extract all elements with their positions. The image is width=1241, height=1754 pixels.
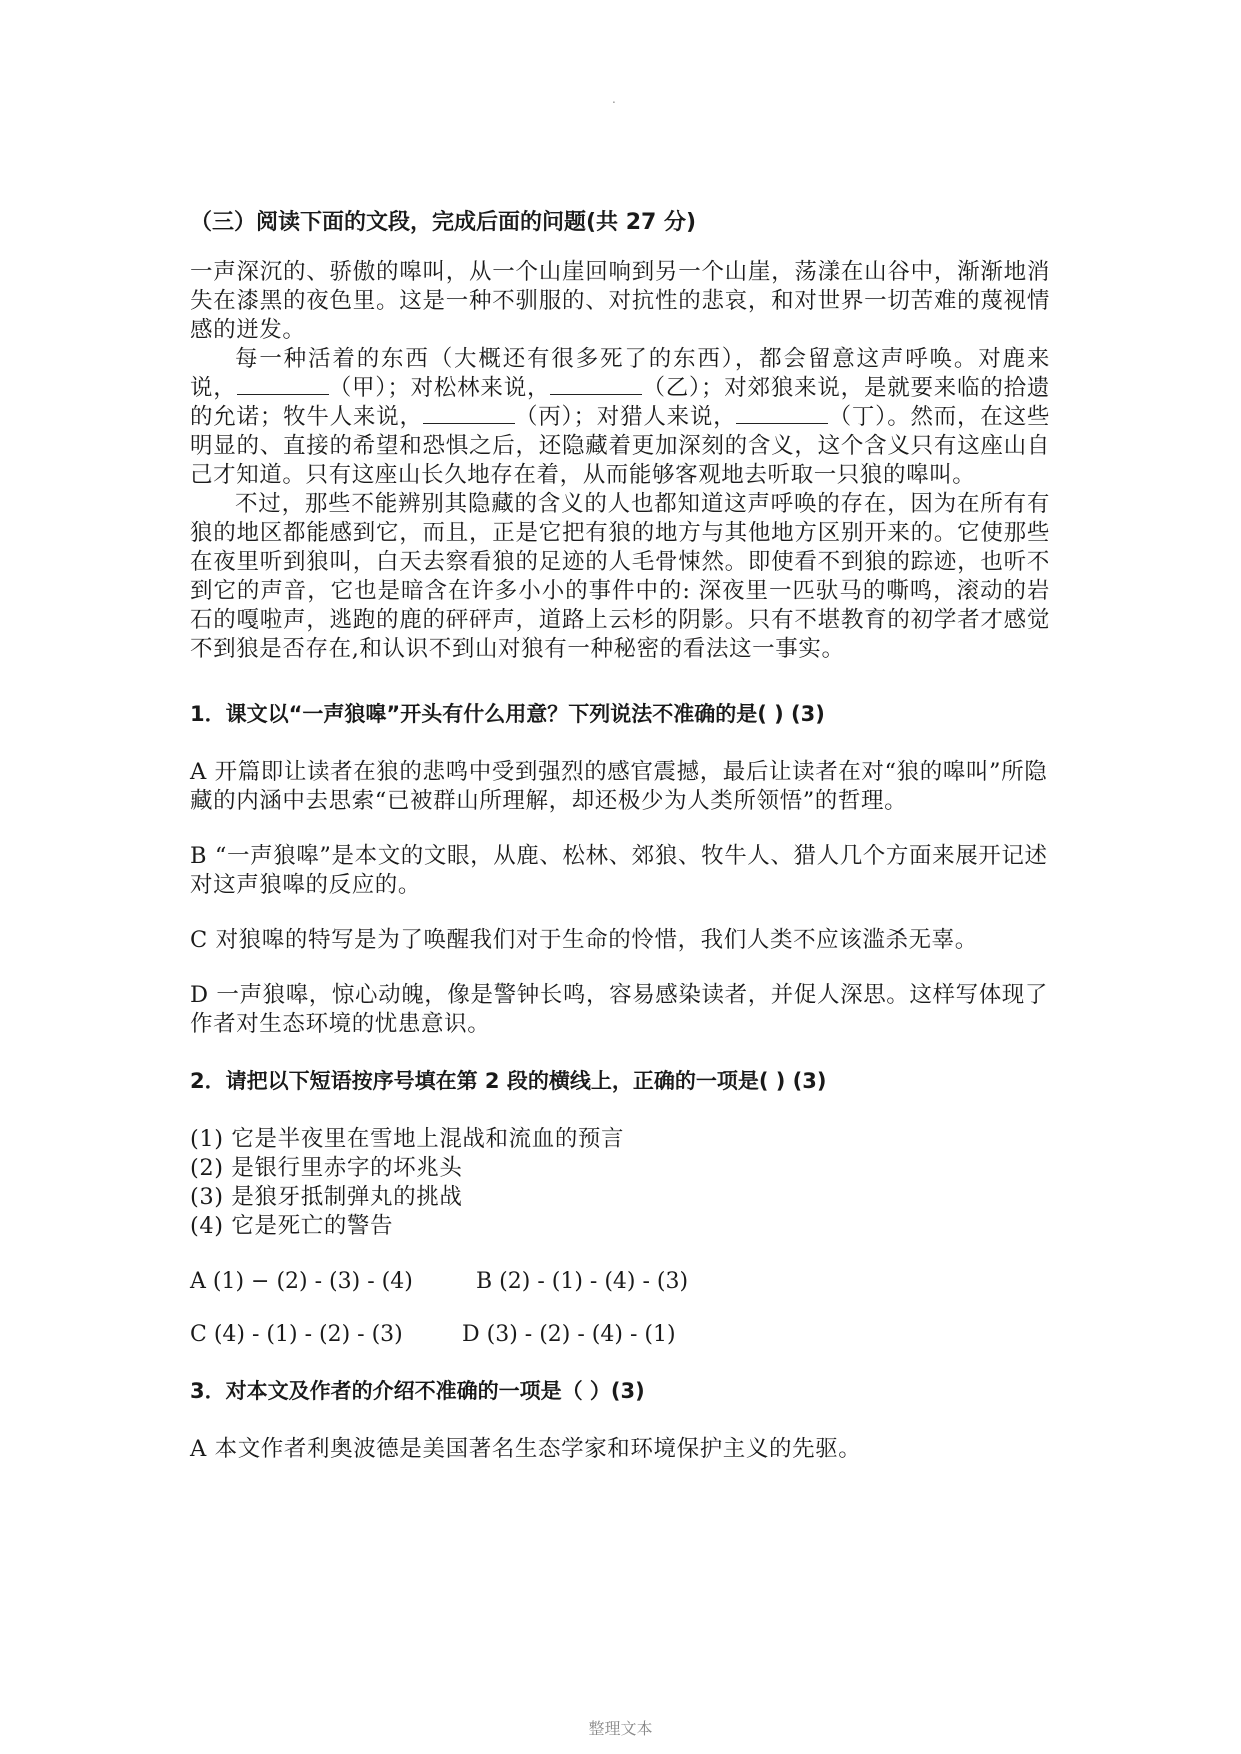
question-1-option-b: B “一声狼嗥”是本文的文眼，从鹿、松林、郊狼、牧牛人、猎人几个方面来展开记述对这声狼嗥的反应的。 xyxy=(190,843,1048,898)
question-3-option-a: A 本文作者利奥波德是美国著名生态学家和环境保护主义的先驱。 xyxy=(190,1436,862,1462)
document-body xyxy=(190,205,1050,1490)
question-3-stem: 3．对本文及作者的介绍不准确的一项是（ ）(3) xyxy=(190,1379,645,1403)
blank-yi xyxy=(550,376,642,395)
passage-paragraph-1: 一声深沉的、骄傲的嗥叫，从一个山崖回响到另一个山崖，荡漾在山谷中，渐渐地消失在漆黑的夜色里。这是一种不驯服的、对抗性的悲哀，和对世界一切苦难的蔑视情感的迸发。 xyxy=(190,259,1050,343)
question-1-option-c: C 对狼嗥的特写是为了唤醒我们对于生命的怜惜，我们人类不应该滥杀无辜。 xyxy=(190,927,978,953)
passage-paragraph-3: 不过，那些不能辨别其隐藏的含义的人也都知道这声呼唤的存在，因为在所有有狼的地区都能感到它，而且，正是它把有狼的地方与其他地方区别开来的。它使那些在夜里听到狼叫，白天去察看狼的足迹的人毛骨悚然。即使看不到狼的踪迹，也听不到它的声音，它也是暗含在许多小小的事件中的: 深夜里一匹驮马的嘶鸣，滚动的岩石的嘎啦声，逃跑的鹿的砰砰声，道路上云杉的阴影。只有不堪教育的初学者才感觉不到狼是否存在,和认识不到山对狼有一种秘密的看法这一事实。 xyxy=(190,491,1050,662)
question-1-option-a: A 开篇即让读者在狼的悲鸣中受到强烈的感官震撼，最后让读者在对“狼的嗥叫”所隐藏的内涵中去思索“已被群山所理解，却还极少为人类所领悟”的哲理。 xyxy=(190,759,1048,814)
choice-d: D (3) - (2) - (4) - (1) xyxy=(462,1322,676,1347)
choice-a: A (1) − (2) - (3) - (4) xyxy=(190,1269,413,1294)
question-2-phrase-list xyxy=(190,1125,1050,1241)
phrase-item: (4) 它是死亡的警告 xyxy=(190,1213,394,1239)
question-1-option-d: D 一声狼嗥，惊心动魄，像是警钟长鸣，容易感染读者，并促人深思。这样写体现了作者对生态环境的忧患意识。 xyxy=(190,982,1048,1037)
p2-text-b: （甲）；对松林来说， xyxy=(328,375,551,401)
blank-ding xyxy=(736,405,828,424)
question-2-stem: 2．请把以下短语按序号填在第 2 段的横线上，正确的一项是( ) (3) xyxy=(190,1069,827,1093)
p2-text-e: （丁）。然而，在这些明显的、直接的希望和恐惧之后，还隐藏着更加深刻的含义，这个含义只有这座山自己才知道。只有这座山长久地存在着，从而能够客观地去听取一只狼的嗥叫。 xyxy=(190,404,1050,488)
blank-bing xyxy=(423,405,515,424)
phrase-item: (2) 是银行里赤字的坏兆头 xyxy=(190,1155,463,1181)
question-2-choices-row-1 xyxy=(190,1269,1050,1294)
header-mark: . xyxy=(612,92,616,106)
section-title: （三）阅读下面的文段，完成后面的问题(共 27 分) xyxy=(190,210,697,235)
passage-paragraph-2 xyxy=(190,345,1050,490)
p2-text-c: （乙）；对郊狼来说，是就要来临的拾遗的允诺；牧牛人来说， xyxy=(190,375,1050,430)
page-footer: 整理文本 xyxy=(588,1719,653,1738)
phrase-item: (3) 是狼牙抵制弹丸的挑战 xyxy=(190,1184,463,1210)
choice-b: B (2) - (1) - (4) - (3) xyxy=(476,1269,689,1294)
phrase-item: (1) 它是半夜里在雪地上混战和流血的预言 xyxy=(190,1126,625,1152)
choice-c: C (4) - (1) - (2) - (3) xyxy=(190,1322,403,1347)
p2-text-d: （丙）；对猎人来说， xyxy=(514,404,737,430)
blank-jia xyxy=(237,376,329,395)
question-1-stem: 1．课文以“一声狼嗥”开头有什么用意？下列说法不准确的是( ) (3) xyxy=(190,702,825,726)
p2-text-a: 每一种活着的东西（大概还有很多死了的东西），都会留意这声呼唤。对鹿来说， xyxy=(190,346,1050,401)
question-2-choices-row-2 xyxy=(190,1322,1050,1347)
